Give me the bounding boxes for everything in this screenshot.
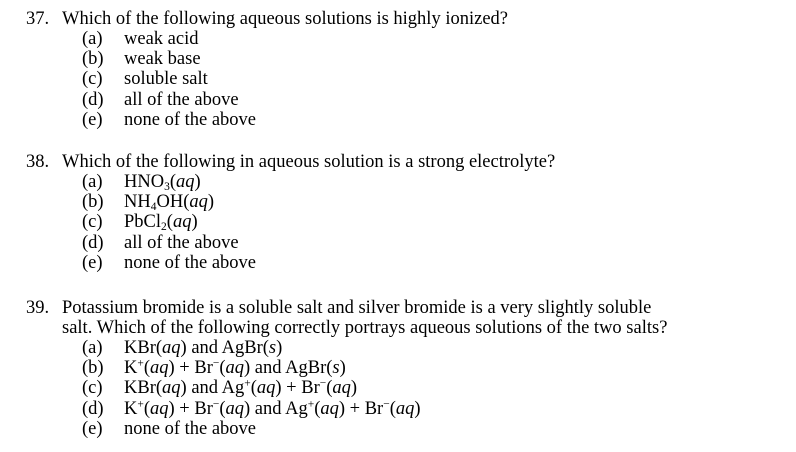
option-label: (a) — [82, 338, 103, 358]
question-number: 38. — [26, 152, 50, 172]
option-c — [82, 378, 786, 398]
question-39 — [26, 298, 786, 439]
option-label: (a) — [82, 172, 103, 192]
option-text: weak acid — [124, 29, 199, 49]
option-d — [82, 90, 786, 110]
question-text — [62, 298, 786, 338]
option-formula: PbCl$_2$(aq) — [124, 212, 198, 234]
option-label: (e) — [82, 109, 103, 130]
option-c — [82, 212, 786, 232]
question-text: Which of the following in aqueous solution is a strong electrolyte? — [62, 152, 556, 172]
option-formula: KBr(aq) and Ag+(aq) + Br−(aq) — [124, 378, 358, 399]
option-a — [82, 338, 786, 358]
question-text-line-2: salt. Which of the following correctly portrays aqueous solutions of the two salts? — [62, 318, 668, 338]
option-text: none of the above — [124, 252, 257, 273]
option-label: (e) — [82, 418, 103, 439]
option-label: (b) — [82, 192, 104, 213]
option-text: all of the above — [124, 232, 239, 253]
option-e — [82, 419, 786, 439]
question-text-line-1: Potassium bromide is a soluble salt and silver bromide is a very slightly soluble — [62, 298, 652, 318]
option-label: (c) — [82, 378, 103, 399]
option-text: all of the above — [124, 89, 239, 110]
option-e — [82, 110, 786, 130]
option-formula: $NH_4OH(aq)$ — [124, 192, 215, 214]
option-text: soluble salt — [124, 69, 208, 90]
options-list — [82, 172, 786, 273]
option-d — [82, 233, 786, 253]
option-label: (d) — [82, 89, 104, 110]
option-text: none of the above — [124, 418, 257, 439]
option-b — [82, 358, 786, 378]
option-c — [82, 69, 786, 89]
option-formula: $HNO_3(aq)$ — [124, 172, 201, 193]
option-a — [82, 29, 786, 49]
option-label: (c) — [82, 69, 103, 90]
option-e — [82, 253, 786, 273]
options-list — [82, 29, 786, 130]
option-label: (b) — [82, 358, 104, 379]
question-37 — [26, 9, 786, 130]
option-formula: KBr(aq) and AgBr(s) — [124, 338, 283, 358]
options-list — [82, 338, 786, 439]
option-b — [82, 192, 786, 212]
option-label: (d) — [82, 398, 104, 419]
option-label: (c) — [82, 212, 103, 233]
option-label: (b) — [82, 49, 104, 70]
option-label: (e) — [82, 252, 103, 273]
question-stem — [26, 152, 786, 172]
option-text: none of the above — [124, 109, 257, 130]
question-38 — [26, 152, 786, 273]
option-text: weak base — [124, 49, 201, 70]
option-formula: K+(aq) + Br−(aq) and Ag+(aq) + Br−(aq) — [124, 398, 421, 419]
question-text: Which of the following aqueous solutions is highly ionized? — [62, 9, 508, 29]
question-number: 37. — [26, 9, 50, 29]
option-b — [82, 49, 786, 69]
option-d — [82, 399, 786, 419]
question-stem — [26, 9, 786, 29]
option-a — [82, 172, 786, 192]
question-stem — [26, 298, 786, 338]
option-label: (d) — [82, 232, 104, 253]
option-label: (a) — [82, 29, 103, 49]
question-number: 39. — [26, 298, 50, 318]
option-formula: K+(aq) + Br−(aq) and AgBr(s) — [124, 357, 346, 379]
